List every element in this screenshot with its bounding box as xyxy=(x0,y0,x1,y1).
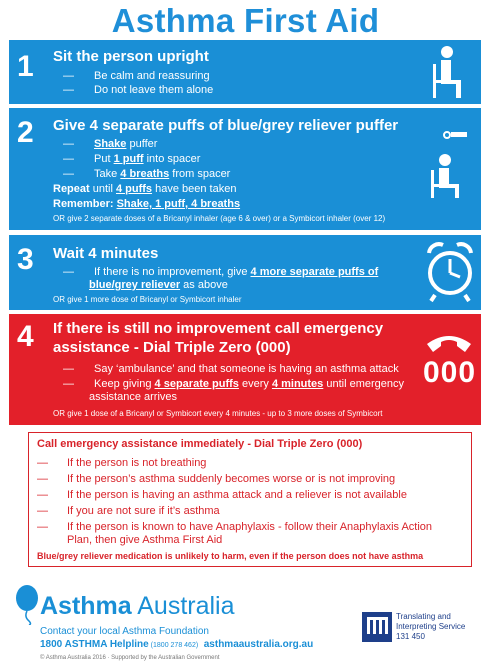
seated-person-icon xyxy=(427,44,469,100)
step-note: OR give 1 dose of a Bricanyl or Symbicort every 4 minutes - up to 3 more doses of Symbicort xyxy=(53,409,383,418)
phone-digits: 000 xyxy=(423,356,477,389)
emergency-footer: Blue/grey reliever medication is unlikely to harm, even if the person does not have asthma xyxy=(37,551,424,561)
brand-logo: Asthma Australia xyxy=(40,592,235,620)
page-title: Asthma First Aid xyxy=(111,2,380,39)
step-line: — Put 1 puff into spacer xyxy=(63,153,201,165)
step-line: Repeat until 4 puffs have been taken xyxy=(53,183,237,195)
step-3-panel xyxy=(9,235,481,310)
step-number: 4 xyxy=(17,320,34,353)
step-1-panel xyxy=(9,40,481,104)
step-title: assistance - Dial Triple Zero (000) xyxy=(53,339,291,356)
emergency-box xyxy=(28,432,472,567)
step-line: Remember: Shake, 1 puff, 4 breaths xyxy=(53,198,241,210)
step-number: 3 xyxy=(17,243,34,276)
emergency-item: — If you are not sure if it’s asthma xyxy=(37,505,220,517)
emergency-item: — If the person is not breathing xyxy=(37,457,207,469)
tis-text: Translating and Interpreting Service 131 450 xyxy=(396,612,466,641)
step-line: blue/grey reliever as above xyxy=(89,279,228,291)
step-title: Wait 4 minutes xyxy=(53,245,159,262)
website-link[interactable]: asthmaaustralia.org.au xyxy=(203,639,314,650)
emergency-title: Call emergency assistance immediately - Dial Triple Zero (000) xyxy=(37,438,363,450)
step-line: — Say ‘ambulance’ and that someone is having an asthma attack xyxy=(63,363,399,375)
emergency-item: — If the person’s asthma suddenly becomes worse or is not improving xyxy=(37,473,396,485)
emergency-item: Plan, then give Asthma First Aid xyxy=(67,534,223,546)
person-with-puffer-icon xyxy=(423,130,473,200)
step-note: OR give 2 separate doses of a Bricanyl inhaler (age 6 & over) or a Symbicort inhaler (over 12) xyxy=(53,214,386,223)
tis-logo-icon xyxy=(362,612,392,642)
step-note: OR give 1 more dose of Bricanyl or Symbicort inhaler xyxy=(53,295,242,304)
step-title: Give 4 separate puffs of blue/grey reliever puffer xyxy=(53,117,399,134)
step-line: — Do not leave them alone xyxy=(63,84,214,96)
balloon-logo-icon xyxy=(14,585,40,625)
step-line: assistance arrives xyxy=(89,391,178,403)
step-2-panel xyxy=(9,108,481,230)
step-number: 1 xyxy=(17,50,34,83)
step-line: — If there is no improvement, give 4 more separate puffs of xyxy=(63,266,379,278)
step-line: — Take 4 breaths from spacer xyxy=(63,168,231,180)
step-line: — Shake puffer xyxy=(63,138,158,150)
step-title: Sit the person upright xyxy=(53,48,209,65)
step-line: — Be calm and reassuring xyxy=(63,70,210,82)
alarm-clock-icon xyxy=(423,239,477,305)
step-line: — Keep giving 4 separate puffs every 4 minutes until emergency xyxy=(63,378,405,390)
phone-icon xyxy=(425,332,473,354)
emergency-item: — If the person is having an asthma attack and a reliever is not available xyxy=(37,489,407,501)
emergency-item: — If the person is known to have Anaphylaxis - follow their Anaphylaxis Action xyxy=(37,521,433,533)
contact-line: Contact your local Asthma Foundation xyxy=(40,626,209,637)
step-number: 2 xyxy=(17,116,34,149)
copyright: © Asthma Australia 2016 · Supported by the Australian Government xyxy=(40,655,220,661)
step-title: If there is still no improvement call emergency xyxy=(53,320,384,337)
helpline: 1800 ASTHMA Helpline (1800 278 462) asthmaaustralia.org.au xyxy=(40,639,314,650)
step-4-panel xyxy=(9,314,481,425)
